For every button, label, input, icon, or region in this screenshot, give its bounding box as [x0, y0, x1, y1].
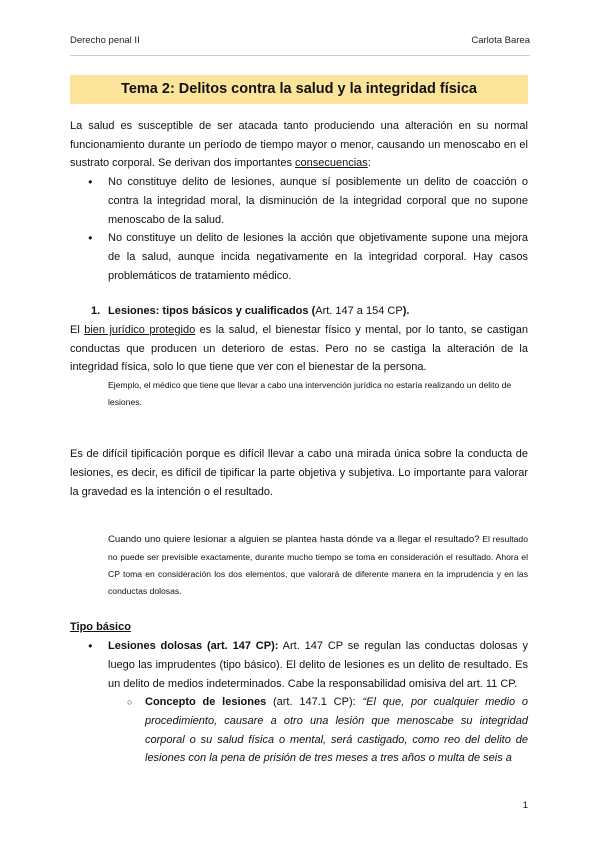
consequences-link: consecuencias — [295, 157, 368, 170]
tipo-basico-list — [70, 637, 528, 693]
sub-ref: (art. 147.1 CP): — [266, 696, 363, 709]
list-item — [70, 637, 528, 693]
section-number: 1. — [91, 305, 101, 318]
item-text: Art. 147 CP se regulan las conductas dolosas y luego las imprudentes (tipo básico). El delito de lesiones es un delito de resultado. Es un delito de medios indeterminados. Cabe la responsabilidad omisiva del art. 11 CP. — [108, 640, 528, 690]
bien-post: es la salud, el bienestar físico y mental, por lo tanto, se castigan conductas que producen un deterioro de estas. Pero no se castiga la alteración de la integridad física, solo lo que tiene que ver con el bienestar de la persona. — [70, 324, 528, 374]
example-note: Ejemplo, el médico que tiene que llevar a cabo una intervención jurídica no estaría realizando un delito de lesiones. — [108, 380, 512, 408]
section-close: ). — [402, 305, 410, 318]
sub-list — [70, 693, 528, 768]
sub-quote: “El que, por cualquier medio o procedimiento, causare a otro una lesión que menoscabe su integridad corporal o su salud física o mental, será castigado, como reo del delito de lesiones con la pena de prisión de tres meses a tres años o multa de seis a — [145, 696, 528, 765]
page-title: Tema 2: Delitos contra la salud y la integridad física — [70, 75, 528, 104]
header-divider — [70, 55, 530, 56]
section-heading — [70, 302, 528, 321]
section-ref: Art. 147 a 154 CP — [315, 305, 403, 318]
header-author: Carlota Barea — [471, 35, 530, 46]
note-paragraph — [70, 531, 528, 600]
sub-bold: Concepto de lesiones — [145, 696, 267, 709]
item-bold: Lesiones dolosas (art. 147 CP): — [108, 640, 279, 653]
bien-pre: El — [70, 324, 85, 337]
difficulty-paragraph: Es de difícil tipificación porque es difícil llevar a cabo una mirada única sobre la conducta de lesiones, es decir, es difícil de tipificar la parte objetiva y subjetiva. Lo importante para valorar la gravedad es la intención o el resultado. — [70, 448, 528, 498]
list-item: ● No constituye delito de lesiones, aunque sí posiblemente un delito de coacción o contra la integridad moral, la disminución de la integridad corporal que no supone menoscabo de la salud. — [70, 173, 528, 229]
document-body — [70, 117, 528, 768]
page-number: 1 — [522, 800, 528, 811]
list-item: ● No constituye un delito de lesiones la acción que objetivamente supone una mejora de la salud, aunque incida negativamente en la integridad corporal. Hay casos problemáticos de tratamiento médico. — [70, 229, 528, 285]
intro-colon: : — [367, 157, 371, 170]
consequences-list — [70, 173, 528, 285]
header-course: Derecho penal II — [70, 35, 140, 46]
note-text: El resultado no puede ser previsible exactamente, durante mucho tiempo se toma en consideración el resultado. Ahora el CP toma en consideración los dos elementos, que valorará de diferente manera en la imprudencia y en las conductas dolosas. — [108, 534, 528, 597]
bien-juridico-paragraph — [70, 321, 528, 377]
section-title: Lesiones: tipos básicos y cualificados ( — [108, 305, 316, 318]
intro-text: La salud es susceptible de ser atacada tanto produciendo una alteración en su normal funcionamiento durante un período de tiempo mayor o menor, causando un menoscabo en el sustrato corporal. Se derivan dos importantes — [70, 120, 528, 170]
intro-paragraph — [70, 117, 528, 173]
bien-juridico-link: bien jurídico protegido — [84, 324, 196, 337]
list-item — [70, 693, 528, 768]
tipo-basico-heading: Tipo básico — [70, 621, 131, 634]
note-question: Cuando uno quiere lesionar a alguien se plantea hasta dónde va a llegar el resultado? — [108, 534, 480, 546]
